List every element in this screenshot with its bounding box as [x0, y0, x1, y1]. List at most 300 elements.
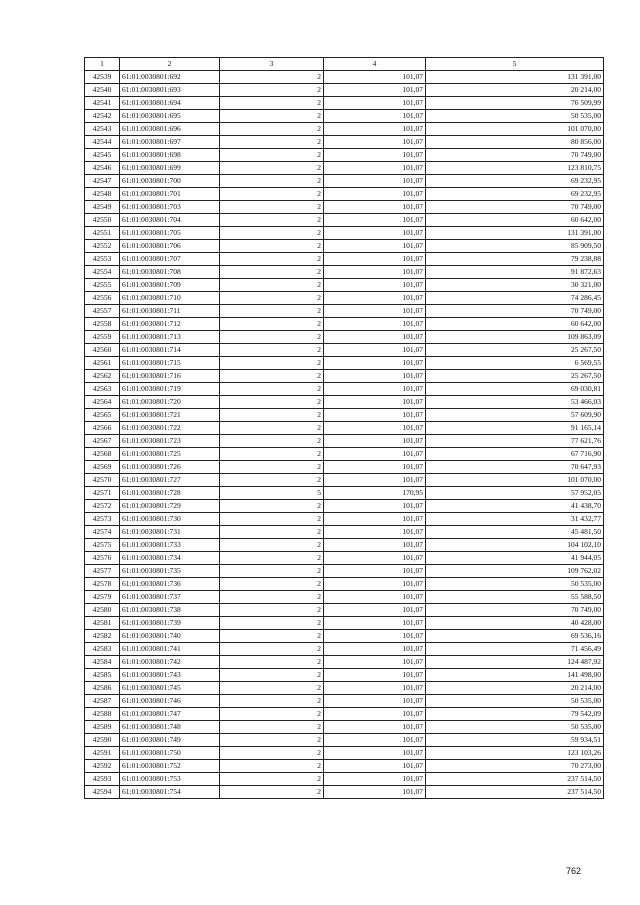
amount-cell: 74 286,45: [426, 292, 604, 305]
cadastral-number-cell: 61:01:0030801:754: [120, 786, 220, 799]
count-cell: 2: [220, 695, 324, 708]
count-cell: 2: [220, 656, 324, 669]
amount-cell: 20 214,00: [426, 682, 604, 695]
count-cell: 2: [220, 292, 324, 305]
count-cell: 2: [220, 669, 324, 682]
amount-cell: 101 070,00: [426, 123, 604, 136]
count-cell: 2: [220, 240, 324, 253]
amount-cell: 131 391,00: [426, 227, 604, 240]
amount-cell: 31 432,77: [426, 513, 604, 526]
cadastral-number-cell: 61:01:0030801:746: [120, 695, 220, 708]
amount-cell: 67 716,90: [426, 448, 604, 461]
count-cell: 2: [220, 435, 324, 448]
row-number-cell: 42583: [85, 643, 120, 656]
rate-cell: 101,07: [324, 188, 426, 201]
count-cell: 2: [220, 461, 324, 474]
table-row: [85, 110, 604, 123]
row-number-cell: 42576: [85, 552, 120, 565]
rate-cell: 101,07: [324, 630, 426, 643]
count-cell: 2: [220, 305, 324, 318]
rate-cell: 101,07: [324, 318, 426, 331]
table-row: [85, 513, 604, 526]
amount-cell: 77 621,76: [426, 435, 604, 448]
amount-cell: 25 267,50: [426, 370, 604, 383]
cadastral-number-cell: 61:01:0030801:750: [120, 747, 220, 760]
row-number-cell: 42563: [85, 383, 120, 396]
amount-cell: 237 514,50: [426, 773, 604, 786]
amount-cell: 50 535,00: [426, 578, 604, 591]
cadastral-number-cell: 61:01:0030801:703: [120, 201, 220, 214]
rate-cell: 101,07: [324, 331, 426, 344]
count-cell: 2: [220, 279, 324, 292]
count-cell: 2: [220, 474, 324, 487]
table-row: [85, 773, 604, 786]
table-row: [85, 656, 604, 669]
count-cell: 2: [220, 708, 324, 721]
row-number-cell: 42572: [85, 500, 120, 513]
rate-cell: 101,07: [324, 500, 426, 513]
rate-cell: 101,07: [324, 643, 426, 656]
row-number-cell: 42587: [85, 695, 120, 708]
rate-cell: 101,07: [324, 266, 426, 279]
cadastral-number-cell: 61:01:0030801:742: [120, 656, 220, 669]
table-row: [85, 695, 604, 708]
amount-cell: 59 934,51: [426, 734, 604, 747]
cadastral-number-cell: 61:01:0030801:701: [120, 188, 220, 201]
rate-cell: 101,07: [324, 279, 426, 292]
count-cell: 2: [220, 188, 324, 201]
table-row: [85, 136, 604, 149]
row-number-cell: 42542: [85, 110, 120, 123]
row-number-cell: 42564: [85, 396, 120, 409]
table-row: [85, 357, 604, 370]
rate-cell: 101,07: [324, 123, 426, 136]
count-cell: 2: [220, 331, 324, 344]
count-cell: 2: [220, 643, 324, 656]
row-number-cell: 42593: [85, 773, 120, 786]
cadastral-number-cell: 61:01:0030801:705: [120, 227, 220, 240]
table-row: [85, 292, 604, 305]
row-number-cell: 42574: [85, 526, 120, 539]
count-cell: 2: [220, 786, 324, 799]
cadastral-number-cell: 61:01:0030801:715: [120, 357, 220, 370]
cadastral-number-cell: 61:01:0030801:731: [120, 526, 220, 539]
column-header: 4: [324, 58, 426, 71]
table-row: [85, 97, 604, 110]
row-number-cell: 42550: [85, 214, 120, 227]
amount-cell: 109 762,02: [426, 565, 604, 578]
count-cell: 2: [220, 734, 324, 747]
amount-cell: 91 165,14: [426, 422, 604, 435]
amount-cell: 70 647,93: [426, 461, 604, 474]
table-row: [85, 539, 604, 552]
cadastral-number-cell: 61:01:0030801:725: [120, 448, 220, 461]
row-number-cell: 42586: [85, 682, 120, 695]
cadastral-number-cell: 61:01:0030801:738: [120, 604, 220, 617]
table-row: [85, 669, 604, 682]
table-row: [85, 591, 604, 604]
cadastral-number-cell: 61:01:0030801:729: [120, 500, 220, 513]
cadastral-number-cell: 61:01:0030801:696: [120, 123, 220, 136]
rate-cell: 101,07: [324, 136, 426, 149]
cadastral-number-cell: 61:01:0030801:740: [120, 630, 220, 643]
row-number-cell: 42544: [85, 136, 120, 149]
amount-cell: 69 536,16: [426, 630, 604, 643]
count-cell: 2: [220, 71, 324, 84]
count-cell: 2: [220, 513, 324, 526]
rate-cell: 101,07: [324, 422, 426, 435]
cadastral-number-cell: 61:01:0030801:719: [120, 383, 220, 396]
rate-cell: 101,07: [324, 461, 426, 474]
amount-cell: 124 487,92: [426, 656, 604, 669]
row-number-cell: 42547: [85, 175, 120, 188]
rate-cell: 101,07: [324, 201, 426, 214]
cadastral-number-cell: 61:01:0030801:734: [120, 552, 220, 565]
rate-cell: 101,07: [324, 526, 426, 539]
rate-cell: 101,07: [324, 162, 426, 175]
table-row: [85, 266, 604, 279]
amount-cell: 40 428,00: [426, 617, 604, 630]
count-cell: 2: [220, 409, 324, 422]
table-row: [85, 708, 604, 721]
rate-cell: 101,07: [324, 448, 426, 461]
amount-cell: 69 232,95: [426, 188, 604, 201]
table-row: [85, 318, 604, 331]
cadastral-number-cell: 61:01:0030801:698: [120, 149, 220, 162]
amount-cell: 101 070,00: [426, 474, 604, 487]
count-cell: 2: [220, 214, 324, 227]
amount-cell: 69 232,95: [426, 175, 604, 188]
row-number-cell: 42560: [85, 344, 120, 357]
table-row: [85, 162, 604, 175]
rate-cell: 101,07: [324, 539, 426, 552]
row-number-cell: 42557: [85, 305, 120, 318]
table-row: [85, 253, 604, 266]
row-number-cell: 42540: [85, 84, 120, 97]
count-cell: 2: [220, 617, 324, 630]
count-cell: 2: [220, 175, 324, 188]
amount-cell: 30 321,00: [426, 279, 604, 292]
amount-cell: 91 872,63: [426, 266, 604, 279]
column-header: 1: [85, 58, 120, 71]
rate-cell: 101,07: [324, 773, 426, 786]
row-number-cell: 42546: [85, 162, 120, 175]
cadastral-number-cell: 61:01:0030801:708: [120, 266, 220, 279]
table-row: [85, 487, 604, 500]
amount-cell: 123 103,26: [426, 747, 604, 760]
cadastral-number-cell: 61:01:0030801:733: [120, 539, 220, 552]
amount-cell: 60 642,00: [426, 318, 604, 331]
cadastral-number-cell: 61:01:0030801:706: [120, 240, 220, 253]
amount-cell: 6 569,55: [426, 357, 604, 370]
rate-cell: 101,07: [324, 747, 426, 760]
cadastral-number-cell: 61:01:0030801:736: [120, 578, 220, 591]
row-number-cell: 42566: [85, 422, 120, 435]
count-cell: 2: [220, 526, 324, 539]
rate-cell: 101,07: [324, 513, 426, 526]
table-row: [85, 578, 604, 591]
count-cell: 2: [220, 422, 324, 435]
cadastral-number-cell: 61:01:0030801:728: [120, 487, 220, 500]
rate-cell: 101,07: [324, 760, 426, 773]
row-number-cell: 42580: [85, 604, 120, 617]
count-cell: 2: [220, 84, 324, 97]
column-header: 2: [120, 58, 220, 71]
table-row: [85, 604, 604, 617]
cadastral-number-cell: 61:01:0030801:707: [120, 253, 220, 266]
amount-cell: 104 102,10: [426, 539, 604, 552]
cadastral-number-cell: 61:01:0030801:741: [120, 643, 220, 656]
cadastral-number-cell: 61:01:0030801:711: [120, 305, 220, 318]
row-number-cell: 42579: [85, 591, 120, 604]
cadastral-number-cell: 61:01:0030801:692: [120, 71, 220, 84]
table-row: [85, 643, 604, 656]
table-row: [85, 331, 604, 344]
table-row: [85, 435, 604, 448]
amount-cell: 71 456,49: [426, 643, 604, 656]
row-number-cell: 42585: [85, 669, 120, 682]
count-cell: 2: [220, 123, 324, 136]
cadastral-number-cell: 61:01:0030801:722: [120, 422, 220, 435]
count-cell: 2: [220, 110, 324, 123]
cadastral-number-cell: 61:01:0030801:712: [120, 318, 220, 331]
cadastral-number-cell: 61:01:0030801:753: [120, 773, 220, 786]
cadastral-number-cell: 61:01:0030801:716: [120, 370, 220, 383]
table-row: [85, 240, 604, 253]
amount-cell: 131 391,00: [426, 71, 604, 84]
count-cell: 2: [220, 370, 324, 383]
cadastral-number-cell: 61:01:0030801:720: [120, 396, 220, 409]
row-number-cell: 42575: [85, 539, 120, 552]
cadastral-number-cell: 61:01:0030801:713: [120, 331, 220, 344]
count-cell: 2: [220, 565, 324, 578]
rate-cell: 101,07: [324, 617, 426, 630]
rate-cell: 101,07: [324, 227, 426, 240]
rate-cell: 101,07: [324, 292, 426, 305]
rate-cell: 101,07: [324, 669, 426, 682]
row-number-cell: 42581: [85, 617, 120, 630]
row-number-cell: 42567: [85, 435, 120, 448]
cadastral-number-cell: 61:01:0030801:710: [120, 292, 220, 305]
cadastral-number-cell: 61:01:0030801:747: [120, 708, 220, 721]
cadastral-number-cell: 61:01:0030801:737: [120, 591, 220, 604]
column-header: 3: [220, 58, 324, 71]
count-cell: 2: [220, 591, 324, 604]
amount-cell: 76 509,99: [426, 97, 604, 110]
amount-cell: 20 214,00: [426, 84, 604, 97]
count-cell: 2: [220, 682, 324, 695]
amount-cell: 141 498,00: [426, 669, 604, 682]
table-row: [85, 344, 604, 357]
amount-cell: 57 609,90: [426, 409, 604, 422]
table-row: [85, 500, 604, 513]
row-number-cell: 42541: [85, 97, 120, 110]
table-row: [85, 71, 604, 84]
row-number-cell: 42545: [85, 149, 120, 162]
count-cell: 2: [220, 539, 324, 552]
row-number-cell: 42549: [85, 201, 120, 214]
count-cell: 2: [220, 760, 324, 773]
count-cell: 2: [220, 396, 324, 409]
rate-cell: 101,07: [324, 97, 426, 110]
row-number-cell: 42569: [85, 461, 120, 474]
rate-cell: 101,07: [324, 591, 426, 604]
table-row: [85, 383, 604, 396]
rate-cell: 101,07: [324, 552, 426, 565]
header-row: [85, 58, 604, 71]
page-number: 762: [566, 866, 582, 876]
amount-cell: 41 944,05: [426, 552, 604, 565]
table-row: [85, 786, 604, 799]
amount-cell: 53 466,03: [426, 396, 604, 409]
count-cell: 2: [220, 227, 324, 240]
table-body: [85, 71, 604, 799]
amount-cell: 79 238,88: [426, 253, 604, 266]
row-number-cell: 42554: [85, 266, 120, 279]
row-number-cell: 42573: [85, 513, 120, 526]
cadastral-number-cell: 61:01:0030801:697: [120, 136, 220, 149]
row-number-cell: 42565: [85, 409, 120, 422]
cadastral-number-cell: 61:01:0030801:745: [120, 682, 220, 695]
amount-cell: 50 535,00: [426, 721, 604, 734]
row-number-cell: 42592: [85, 760, 120, 773]
count-cell: 2: [220, 253, 324, 266]
amount-cell: 123 810,75: [426, 162, 604, 175]
rate-cell: 101,07: [324, 240, 426, 253]
rate-cell: 170,95: [324, 487, 426, 500]
rate-cell: 101,07: [324, 71, 426, 84]
amount-cell: 70 273,00: [426, 760, 604, 773]
table-row: [85, 682, 604, 695]
table-row: [85, 552, 604, 565]
row-number-cell: 42552: [85, 240, 120, 253]
rate-cell: 101,07: [324, 578, 426, 591]
row-number-cell: 42562: [85, 370, 120, 383]
amount-cell: 70 749,00: [426, 604, 604, 617]
table-row: [85, 396, 604, 409]
table-row: [85, 201, 604, 214]
cadastral-number-cell: 61:01:0030801:726: [120, 461, 220, 474]
count-cell: 2: [220, 162, 324, 175]
rate-cell: 101,07: [324, 721, 426, 734]
table-row: [85, 370, 604, 383]
table-row: [85, 422, 604, 435]
count-cell: 2: [220, 344, 324, 357]
row-number-cell: 42543: [85, 123, 120, 136]
cadastral-number-cell: 61:01:0030801:749: [120, 734, 220, 747]
table-row: [85, 84, 604, 97]
count-cell: 2: [220, 630, 324, 643]
count-cell: 2: [220, 721, 324, 734]
row-number-cell: 42571: [85, 487, 120, 500]
table-row: [85, 734, 604, 747]
cadastral-number-cell: 61:01:0030801:693: [120, 84, 220, 97]
amount-cell: 79 542,09: [426, 708, 604, 721]
cadastral-number-cell: 61:01:0030801:694: [120, 97, 220, 110]
amount-cell: 70 749,00: [426, 305, 604, 318]
amount-cell: 41 438,70: [426, 500, 604, 513]
amount-cell: 109 863,09: [426, 331, 604, 344]
count-cell: 2: [220, 500, 324, 513]
amount-cell: 57 952,05: [426, 487, 604, 500]
count-cell: 2: [220, 578, 324, 591]
amount-cell: 50 535,00: [426, 695, 604, 708]
count-cell: 2: [220, 383, 324, 396]
table-row: [85, 617, 604, 630]
rate-cell: 101,07: [324, 214, 426, 227]
amount-cell: 237 514,50: [426, 786, 604, 799]
amount-cell: 85 909,50: [426, 240, 604, 253]
row-number-cell: 42556: [85, 292, 120, 305]
row-number-cell: 42589: [85, 721, 120, 734]
table-row: [85, 175, 604, 188]
row-number-cell: 42558: [85, 318, 120, 331]
row-number-cell: 42568: [85, 448, 120, 461]
row-number-cell: 42555: [85, 279, 120, 292]
count-cell: 2: [220, 318, 324, 331]
row-number-cell: 42561: [85, 357, 120, 370]
table-row: [85, 227, 604, 240]
rate-cell: 101,07: [324, 149, 426, 162]
count-cell: 2: [220, 266, 324, 279]
rate-cell: 101,07: [324, 305, 426, 318]
cadastral-number-cell: 61:01:0030801:699: [120, 162, 220, 175]
rate-cell: 101,07: [324, 604, 426, 617]
cadastral-number-cell: 61:01:0030801:709: [120, 279, 220, 292]
rate-cell: 101,07: [324, 396, 426, 409]
cadastral-number-cell: 61:01:0030801:700: [120, 175, 220, 188]
cadastral-number-cell: 61:01:0030801:721: [120, 409, 220, 422]
cadastral-number-cell: 61:01:0030801:704: [120, 214, 220, 227]
table-row: [85, 188, 604, 201]
row-number-cell: 42588: [85, 708, 120, 721]
rate-cell: 101,07: [324, 344, 426, 357]
rate-cell: 101,07: [324, 474, 426, 487]
table-row: [85, 721, 604, 734]
row-number-cell: 42570: [85, 474, 120, 487]
rate-cell: 101,07: [324, 175, 426, 188]
table-row: [85, 123, 604, 136]
cadastral-number-cell: 61:01:0030801:723: [120, 435, 220, 448]
rate-cell: 101,07: [324, 565, 426, 578]
table-row: [85, 747, 604, 760]
rate-cell: 101,07: [324, 370, 426, 383]
rate-cell: 101,07: [324, 656, 426, 669]
count-cell: 2: [220, 604, 324, 617]
table-row: [85, 409, 604, 422]
count-cell: 2: [220, 773, 324, 786]
rate-cell: 101,07: [324, 435, 426, 448]
count-cell: 5: [220, 487, 324, 500]
amount-cell: 70 749,00: [426, 201, 604, 214]
row-number-cell: 42578: [85, 578, 120, 591]
count-cell: 2: [220, 552, 324, 565]
table-row: [85, 474, 604, 487]
cadastral-number-cell: 61:01:0030801:714: [120, 344, 220, 357]
amount-cell: 45 481,50: [426, 526, 604, 539]
row-number-cell: 42559: [85, 331, 120, 344]
row-number-cell: 42584: [85, 656, 120, 669]
count-cell: 2: [220, 448, 324, 461]
count-cell: 2: [220, 136, 324, 149]
cadastral-number-cell: 61:01:0030801:739: [120, 617, 220, 630]
table-row: [85, 526, 604, 539]
row-number-cell: 42577: [85, 565, 120, 578]
cadastral-number-cell: 61:01:0030801:695: [120, 110, 220, 123]
cadastral-number-cell: 61:01:0030801:735: [120, 565, 220, 578]
amount-cell: 69 030,81: [426, 383, 604, 396]
row-number-cell: 42539: [85, 71, 120, 84]
